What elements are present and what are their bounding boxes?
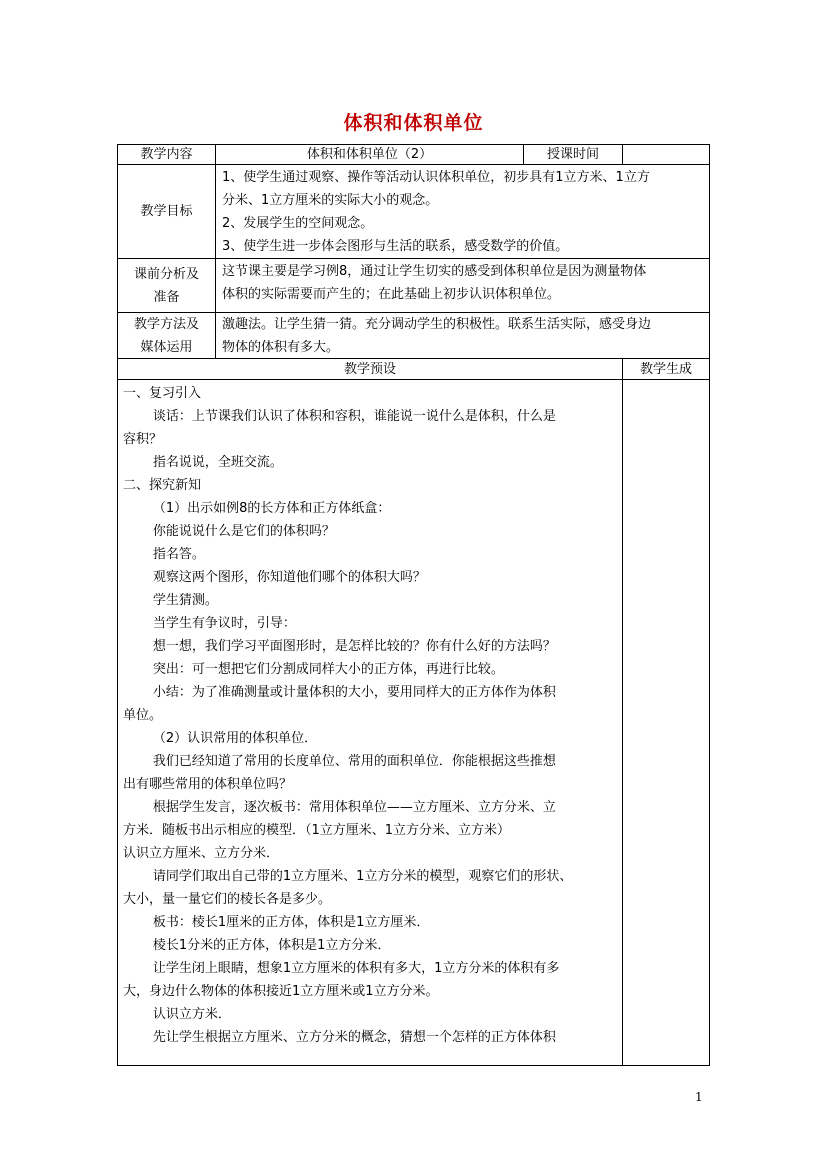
table-rule bbox=[215, 144, 216, 358]
preset-body-lines bbox=[123, 382, 572, 1049]
body-line: 让学生闭上眼睛，想象1立方厘米的体积有多大，1立方分米的体积有多 bbox=[152, 961, 560, 976]
body-line: 指名答。 bbox=[152, 547, 205, 562]
body-line: 出有哪些常用的体积单位吗？ bbox=[123, 777, 293, 792]
body-line: 当学生有争议时，引导： bbox=[152, 616, 296, 631]
time-value bbox=[623, 145, 709, 164]
body-line: 先让学生根据立方厘米、立方分米的概念，猜想一个怎样的正方体体积 bbox=[152, 1030, 556, 1045]
generate-header: 教学生成 bbox=[639, 361, 692, 377]
body-line: 大小，量一量它们的棱长各是多少。 bbox=[123, 892, 332, 907]
preset-header: 教学预设 bbox=[343, 361, 396, 377]
body-line: 我们已经知道了常用的长度单位、常用的面积单位．你能根据这些推想 bbox=[152, 754, 556, 769]
time-label: 授课时间 bbox=[546, 147, 599, 162]
analysis-line: 体积的实际需要而产生的；在此基础上初步认识体积单位。 bbox=[222, 287, 561, 302]
body-line: 观察这两个图形，你知道他们哪个的体积大吗？ bbox=[152, 570, 426, 585]
body-line: 容积？ bbox=[123, 432, 163, 447]
body-line: 想一想，我们学习平面图形时，是怎样比较的？你有什么好的方法吗？ bbox=[152, 639, 556, 654]
body-line: 棱长1分米的正方体，体积是1立方分米． bbox=[152, 938, 391, 953]
goals-line: 2、发展学生的空间观念。 bbox=[222, 216, 374, 231]
preset-body bbox=[123, 382, 572, 1049]
body-line: 根据学生发言，逐次板书：常用体积单位——立方厘米、立方分米、立 bbox=[152, 800, 556, 815]
method-label-line: 教学方法及 bbox=[133, 316, 199, 332]
document-title: 体积和体积单位 bbox=[343, 112, 484, 134]
body-line: （1）出示如例8的长方体和正方体纸盒： bbox=[152, 501, 391, 516]
page-number: 1 bbox=[695, 1090, 703, 1104]
goals-label: 教学目标 bbox=[140, 204, 193, 219]
body-line: 认识立方厘米、立方分米． bbox=[123, 846, 280, 861]
goals-line: 分米、1立方厘米的实际大小的观念。 bbox=[222, 193, 439, 208]
body-line: 突出：可一想把它们分割成同样大小的正方体，再进行比较。 bbox=[152, 662, 504, 677]
method-line: 物体的体积有多大。 bbox=[222, 340, 340, 355]
content-label: 教学内容 bbox=[140, 147, 193, 162]
analysis-label bbox=[118, 259, 215, 312]
analysis-label-line: 课前分析及 bbox=[133, 266, 199, 282]
lesson-plan-table bbox=[117, 144, 710, 1066]
body-line: 认识立方米． bbox=[152, 1007, 231, 1022]
body-line: 学生猜测。 bbox=[152, 593, 218, 608]
body-line: 大，身边什么物体的体积接近1立方厘米或1立方分米。 bbox=[123, 984, 439, 999]
body-line: 板书：棱长1厘米的正方体，体积是1立方厘米． bbox=[152, 915, 430, 930]
body-line: 小结：为了准确测量或计量体积的大小，要用同样大的正方体作为体积 bbox=[152, 685, 556, 700]
body-line: 请同学们取出自己带的1立方厘米、1立方分米的模型，观察它们的形状、 bbox=[152, 869, 573, 884]
analysis-line: 这节课主要是学习例8，通过让学生切实的感受到体积单位是因为测量物体 bbox=[222, 264, 647, 279]
analysis-text bbox=[222, 260, 646, 306]
body-line: 你能说说什么是它们的体积吗？ bbox=[152, 524, 335, 539]
method-label-line: 媒体运用 bbox=[140, 339, 193, 355]
table-rule bbox=[709, 144, 710, 1066]
body-line: 二、探究新知 bbox=[123, 478, 202, 493]
table-rule bbox=[622, 358, 623, 1065]
body-line: 方米．随板书出示相应的模型．（1立方厘米、1立方分米、立方米） bbox=[123, 823, 511, 838]
body-line: 一、复习引入 bbox=[123, 386, 202, 401]
goals-line: 3、使学生进一步体会图形与生活的联系，感受数学的价值。 bbox=[222, 239, 569, 254]
method-text bbox=[222, 313, 651, 359]
goals-text bbox=[222, 166, 650, 258]
method-label bbox=[118, 313, 215, 358]
body-line: 谈话：上节课我们认识了体积和容积，谁能说一说什么是体积，什么是 bbox=[152, 409, 556, 424]
content-value: 体积和体积单位（2） bbox=[306, 147, 433, 162]
body-line: 指名说说，全班交流。 bbox=[152, 455, 283, 470]
method-line: 激趣法。让学生猜一猜。充分调动学生的积极性。联系生活实际，感受身边 bbox=[222, 317, 652, 332]
table-rule bbox=[117, 1065, 710, 1066]
body-line: 单位。 bbox=[123, 708, 163, 723]
body-line: （2）认识常用的体积单位． bbox=[152, 731, 318, 746]
goals-line: 1、使学生通过观察、操作等活动认识体积单位，初步具有1立方米、1立方 bbox=[222, 170, 650, 185]
analysis-label-line: 准备 bbox=[153, 289, 180, 305]
